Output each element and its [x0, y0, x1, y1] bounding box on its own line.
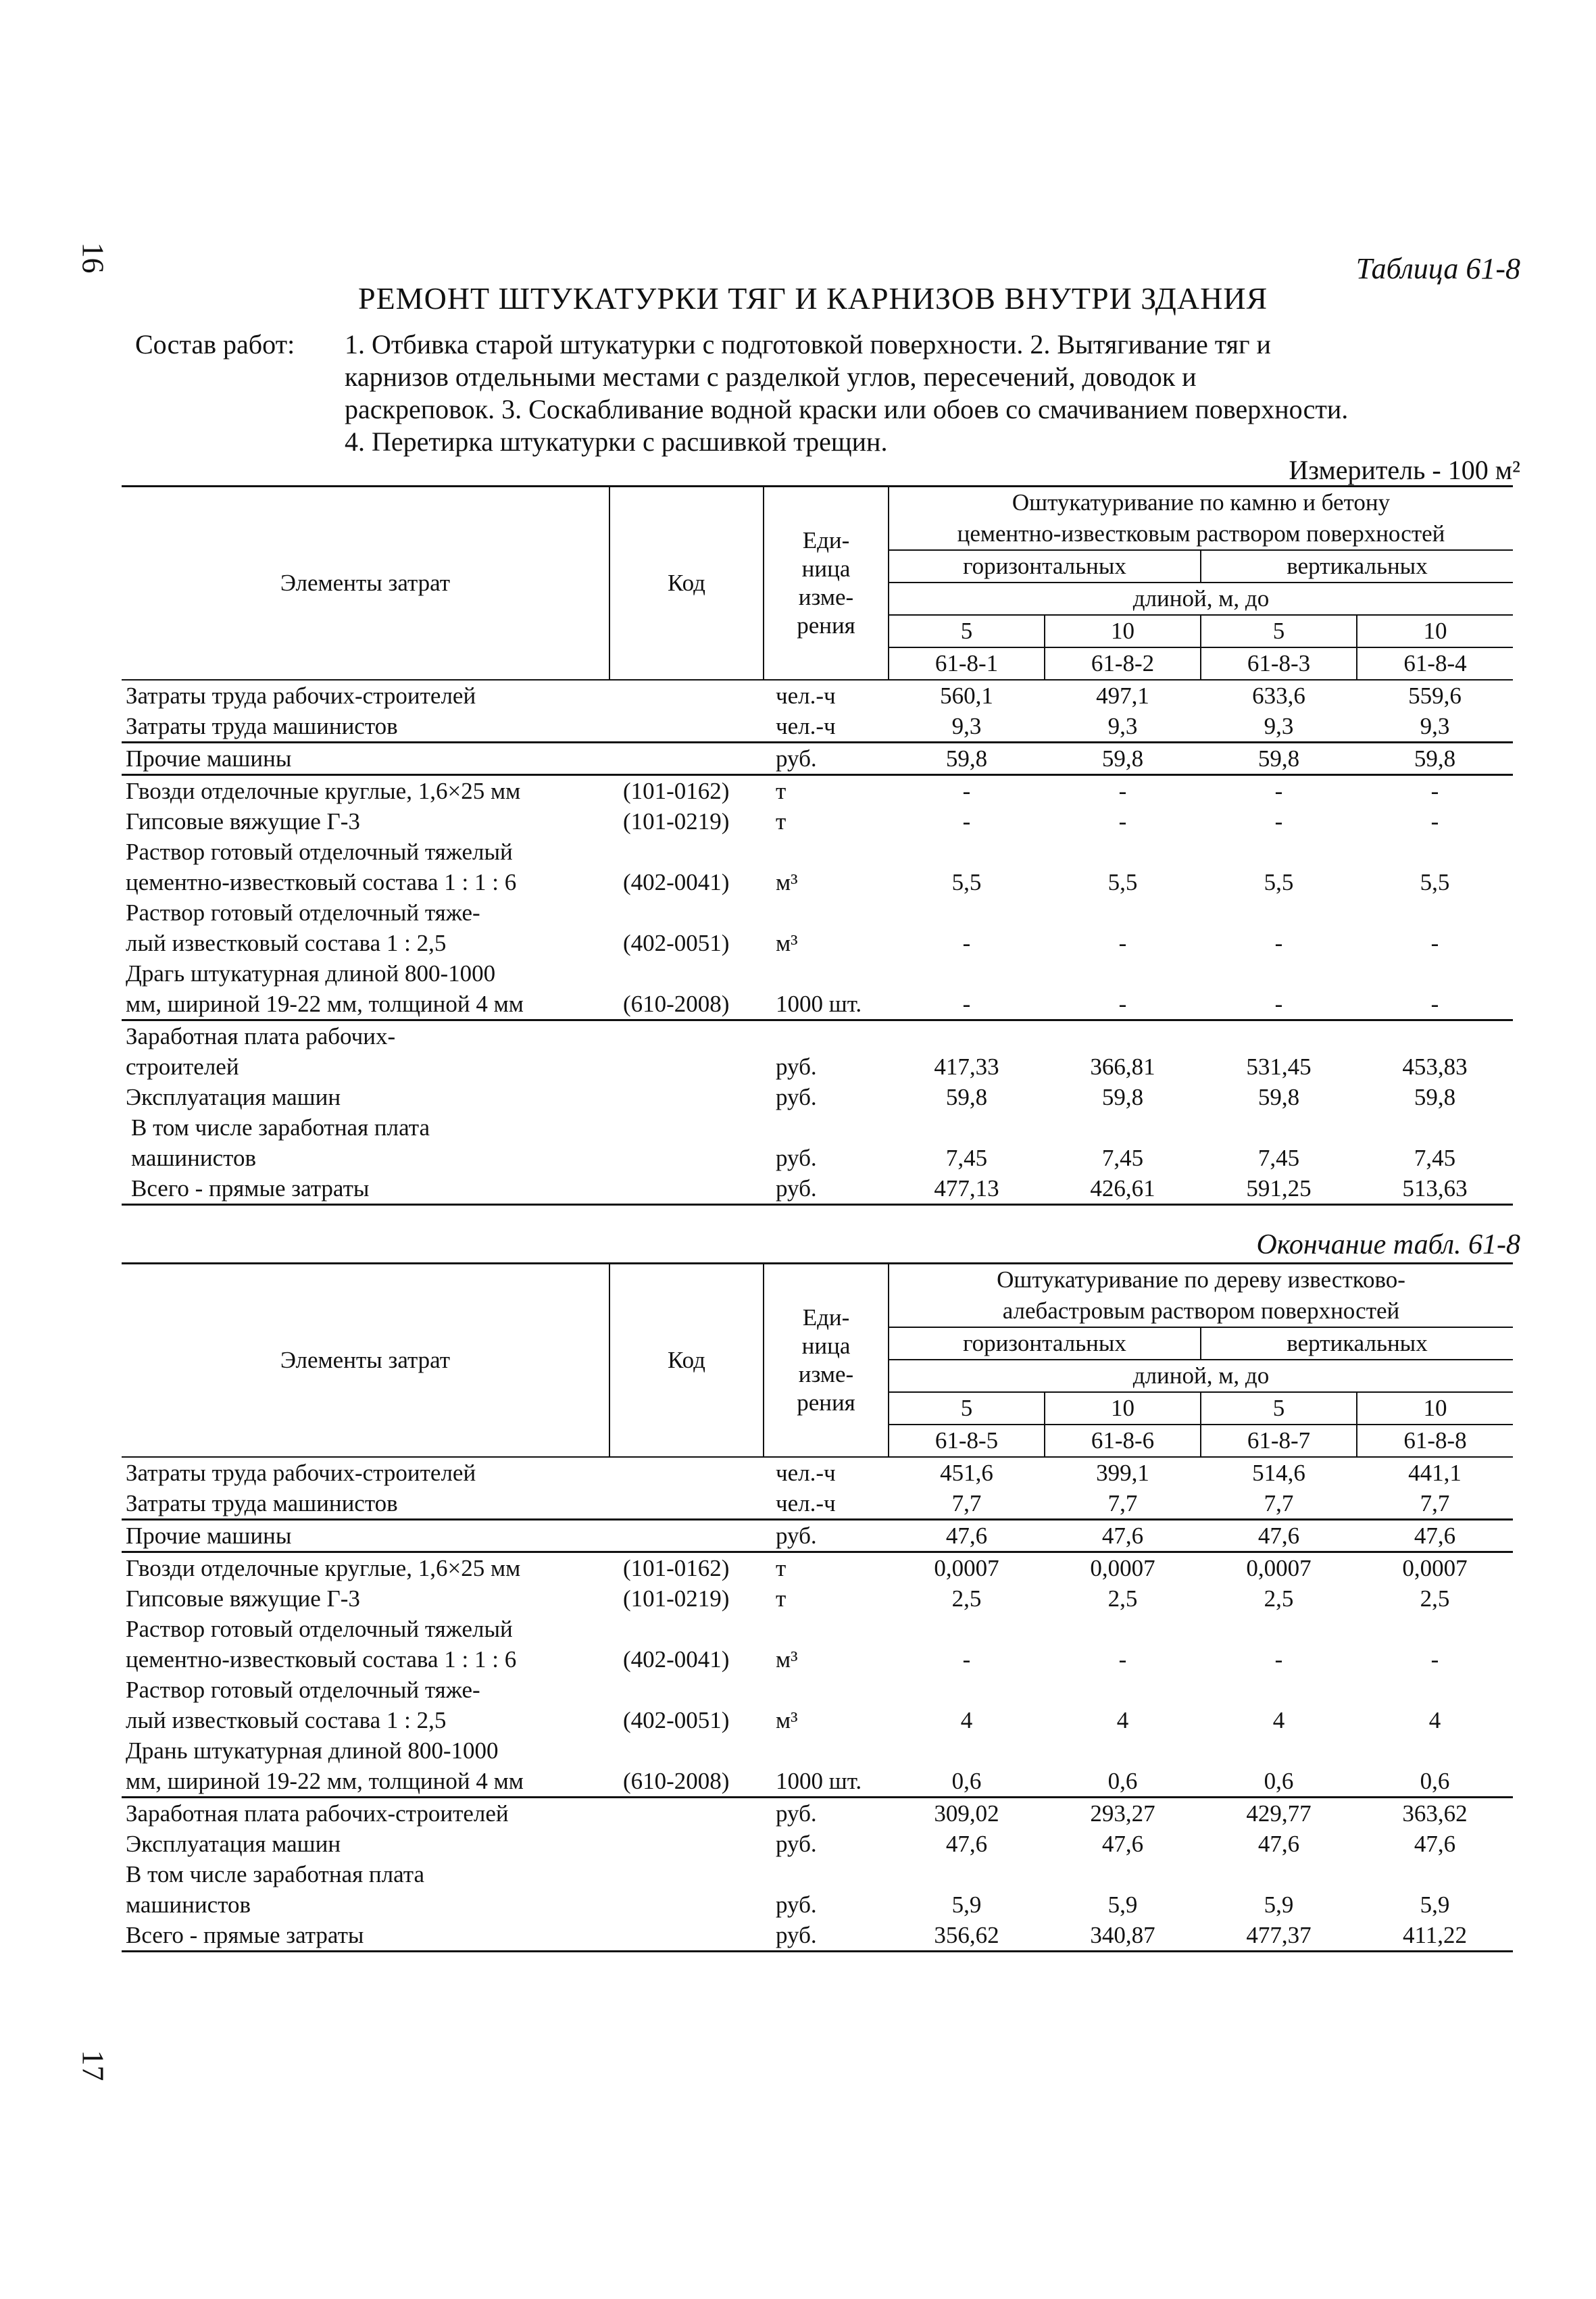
row-unit: м³ [776, 869, 798, 895]
header-group-line2: алебастровым раствором поверхностей [889, 1295, 1513, 1327]
cell-value: - [962, 930, 971, 956]
table-row [122, 743, 1513, 775]
header-horizontal: горизонтальных [889, 1327, 1201, 1360]
cell-value: 5,5 [1264, 869, 1294, 895]
cell-value: 7,45 [945, 1145, 988, 1171]
table-row [122, 1488, 1513, 1520]
cell-value: 451,6 [940, 1460, 993, 1486]
cell-value: 5,9 [1107, 1892, 1138, 1918]
cell-value: 9,3 [1264, 713, 1294, 739]
row-code: (101-0162) [623, 1555, 730, 1581]
row-name: Раствор готовый отделочный тяже- [126, 899, 480, 926]
cell-value: - [962, 778, 971, 804]
table-row [122, 867, 1513, 897]
cell-value: 441,1 [1408, 1460, 1462, 1486]
header-vertical: вертикальных [1201, 550, 1513, 583]
row-unit: чел.-ч [776, 1460, 836, 1486]
table-row [122, 1052, 1513, 1082]
cost-table-1 [122, 485, 1513, 1206]
row-unit: руб. [776, 1084, 817, 1110]
table-row [122, 1082, 1513, 1112]
header-group-line1: Оштукатуривание по дереву известково- [889, 1264, 1513, 1296]
cell-value: 309,02 [934, 1800, 999, 1827]
cell-value: - [962, 1646, 971, 1673]
cell-value: 59,8 [945, 1084, 988, 1110]
row-name: лый известковый состава 1 : 2,5 [126, 1707, 447, 1733]
cell-value: - [889, 989, 1045, 1020]
table-row [122, 711, 1513, 743]
cell-value: 560,1 [940, 683, 993, 709]
cell-value: 7,7 [1107, 1490, 1138, 1516]
cell-value: 0,6 [1201, 1766, 1357, 1798]
cell-value: 2,5 [1420, 1585, 1450, 1612]
cell-value: - [1045, 989, 1201, 1020]
row-name: мм, шириной 19-22 мм, толщиной 4 мм [122, 1766, 609, 1798]
row-name: цементно-известковый состава 1 : 1 : 6 [126, 869, 517, 895]
cell-value: 2,5 [951, 1585, 982, 1612]
cell-value: 47,6 [1045, 1520, 1201, 1552]
cell-value: - [1118, 808, 1127, 835]
table-row [122, 1583, 1513, 1614]
cell-value: 0,0007 [934, 1555, 999, 1581]
row-unit: 1000 шт. [764, 989, 889, 1020]
row-name: Раствор готовый отделочный тяже- [126, 1677, 480, 1703]
header-unit-line: изме- [798, 1361, 854, 1387]
row-code: (610-2008) [609, 989, 764, 1020]
row-unit: руб. [776, 1145, 817, 1171]
cell-value: 363,62 [1402, 1800, 1468, 1827]
row-name: Гипсовые вяжущие Г-3 [126, 808, 360, 835]
table-row [122, 1798, 1513, 1829]
cell-value: 633,6 [1252, 683, 1305, 709]
header-length-value: 5 [1201, 615, 1357, 647]
row-code: (402-0051) [623, 930, 730, 956]
header-rate-code: 61-8-2 [1045, 647, 1201, 680]
page-number-right: 17 [76, 2050, 111, 2081]
row-unit: 1000 шт. [764, 1766, 889, 1798]
header-rate-code: 61-8-5 [889, 1425, 1045, 1457]
cost-table-2 [122, 1262, 1513, 1952]
header-rate-code: 61-8-6 [1045, 1425, 1201, 1457]
cell-value: 59,8 [1045, 743, 1201, 775]
cell-value: 4 [1428, 1707, 1441, 1733]
row-name: мм, шириной 19-22 мм, толщиной 4 мм [122, 989, 609, 1020]
row-unit: т [776, 1555, 787, 1581]
work-line: 1. Отбивка старой штукатурки с подготовкой поверхности. 2. Вытягивание тяг и [345, 329, 1271, 360]
cell-value: 340,87 [1045, 1920, 1201, 1952]
page-title: РЕМОНТ ШТУКАТУРКИ ТЯГ И КАРНИЗОВ ВНУТРИ ЗДАНИЯ [358, 281, 1268, 316]
table-label: Таблица 61-8 [1355, 252, 1520, 285]
table-row [122, 1920, 1513, 1952]
work-line: карнизов отдельными местами с разделкой углов, пересечений, доводок и [345, 362, 1197, 392]
header-length-value: 10 [1045, 615, 1201, 647]
work-line: 4. Перетирка штукатурки с расшивкой трещин. [345, 426, 888, 457]
row-name: Затраты труда рабочих-строителей [126, 1460, 476, 1486]
measure-unit: Измеритель - 100 м² [1289, 455, 1520, 485]
row-name: Гвозди отделочные круглые, 1,6×25 мм [126, 1555, 521, 1581]
cell-value: 399,1 [1096, 1460, 1149, 1486]
table-row [122, 1829, 1513, 1859]
cell-value: 5,5 [1107, 869, 1138, 895]
table-row [122, 806, 1513, 837]
row-unit: м³ [776, 1707, 798, 1733]
header-length: длиной, м, до [889, 1360, 1513, 1392]
table-row [122, 1735, 1513, 1766]
cell-value: 47,6 [1357, 1520, 1513, 1552]
cell-value: 513,63 [1357, 1173, 1513, 1205]
table-row [122, 1020, 1513, 1052]
row-name: В том числе заработная плата [126, 1861, 425, 1887]
row-name: Затраты труда машинистов [126, 713, 398, 739]
page-number-left: 16 [76, 242, 111, 274]
header-unit-line: ница [801, 555, 851, 582]
row-name: Всего - прямые затраты [122, 1920, 609, 1952]
table-row [122, 928, 1513, 958]
row-unit: чел.-ч [776, 1490, 836, 1516]
table-row [122, 1112, 1513, 1143]
table-row [122, 1644, 1513, 1675]
cell-value: 5,9 [1420, 1892, 1450, 1918]
cell-value: 47,6 [1101, 1831, 1144, 1857]
cell-value: 4 [960, 1707, 973, 1733]
row-unit: руб. [776, 1054, 817, 1080]
cell-value: 7,7 [951, 1490, 982, 1516]
row-code: (610-2008) [609, 1766, 764, 1798]
cell-value: 7,45 [1101, 1145, 1144, 1171]
row-name: Гипсовые вяжущие Г-3 [126, 1585, 360, 1612]
cell-value: 0,6 [1045, 1766, 1201, 1798]
header-length: длиной, м, до [889, 583, 1513, 615]
cell-value: 47,6 [889, 1520, 1045, 1552]
row-name: Прочие машины [122, 743, 609, 775]
row-name: Эксплуатация машин [126, 1084, 341, 1110]
cell-value: 7,45 [1257, 1145, 1300, 1171]
cell-value: 4 [1272, 1707, 1285, 1733]
cell-value: 59,8 [1257, 1084, 1300, 1110]
header-length-value: 10 [1357, 1392, 1513, 1425]
cell-value: 5,9 [1264, 1892, 1294, 1918]
table-row [122, 897, 1513, 928]
header-length-value: 10 [1045, 1392, 1201, 1425]
row-name: Прочие машины [122, 1520, 609, 1552]
header-unit [764, 487, 889, 681]
cell-value: - [1274, 1646, 1283, 1673]
header-length-value: 5 [1201, 1392, 1357, 1425]
cell-value: 59,8 [1201, 743, 1357, 775]
cell-value: 0,0007 [1090, 1555, 1155, 1581]
row-name: Дрань штукатурная длиной 800-1000 [126, 1737, 499, 1764]
header-unit-line: изме- [798, 584, 854, 610]
cell-value: 9,3 [1420, 713, 1450, 739]
cell-value: 59,8 [889, 743, 1045, 775]
row-unit: руб. [764, 1173, 889, 1205]
row-name: Заработная плата рабочих- [126, 1023, 396, 1049]
row-name: строителей [126, 1054, 239, 1080]
table-row [122, 958, 1513, 989]
row-unit: чел.-ч [776, 713, 836, 739]
cell-value: - [1357, 989, 1513, 1020]
row-name: цементно-известковый состава 1 : 1 : 6 [126, 1646, 517, 1673]
cell-value: 2,5 [1107, 1585, 1138, 1612]
row-unit: руб. [776, 1892, 817, 1918]
cell-value: 453,83 [1402, 1054, 1468, 1080]
row-name: В том числе заработная плата [131, 1114, 430, 1141]
row-name: Затраты труда машинистов [126, 1490, 398, 1516]
table-2-body [122, 1458, 1513, 1952]
row-name: лый известковый состава 1 : 2,5 [126, 930, 447, 956]
table-row [122, 1458, 1513, 1488]
cell-value: - [1430, 930, 1439, 956]
row-code: (402-0041) [623, 869, 730, 895]
row-name: Драгь штукатурная длиной 800-1000 [126, 960, 496, 987]
cell-value: - [1430, 1646, 1439, 1673]
cell-value: 4 [1116, 1707, 1129, 1733]
table-row [122, 1766, 1513, 1798]
header-elements: Элементы затрат [122, 487, 609, 681]
continuation-label: Окончание табл. 61-8 [1256, 1229, 1520, 1260]
cell-value: 7,7 [1264, 1490, 1294, 1516]
cell-value: 59,8 [1101, 1084, 1144, 1110]
cell-value: 0,6 [889, 1766, 1045, 1798]
row-unit: руб. [776, 1831, 817, 1857]
cell-value: 5,5 [1420, 869, 1450, 895]
cell-value: 47,6 [1414, 1831, 1456, 1857]
cell-value: 477,13 [889, 1173, 1045, 1205]
table-row [122, 1675, 1513, 1705]
row-name: Всего - прямые затраты [122, 1173, 609, 1205]
cell-value: 59,8 [1414, 1084, 1456, 1110]
cell-value: 47,6 [945, 1831, 988, 1857]
header-length-value: 5 [889, 1392, 1045, 1425]
header-unit-line: рения [797, 1389, 855, 1416]
cell-value: 5,5 [951, 869, 982, 895]
table-row [122, 837, 1513, 867]
table-row [122, 681, 1513, 711]
cell-value: - [1274, 930, 1283, 956]
header-unit [764, 1264, 889, 1458]
table-row [122, 775, 1513, 807]
row-name: Гвозди отделочные круглые, 1,6×25 мм [126, 778, 521, 804]
row-code: (101-0219) [623, 808, 730, 835]
cell-value: - [1274, 778, 1283, 804]
cell-value: 514,6 [1252, 1460, 1305, 1486]
row-unit: м³ [776, 1646, 798, 1673]
row-name: Заработная плата рабочих-строителей [126, 1800, 509, 1827]
cell-value: 0,6 [1357, 1766, 1513, 1798]
header-unit-line: рения [797, 612, 855, 639]
cell-value: 477,37 [1201, 1920, 1357, 1952]
row-unit: чел.-ч [776, 683, 836, 709]
header-unit-line: Еди- [802, 1304, 850, 1331]
header-rate-code: 61-8-4 [1357, 647, 1513, 680]
table-row [122, 1889, 1513, 1920]
table-1-body [122, 681, 1513, 1206]
header-horizontal: горизонтальных [889, 550, 1201, 583]
cell-value: - [1118, 778, 1127, 804]
cell-value: 47,6 [1201, 1520, 1357, 1552]
row-name: Эксплуатация машин [126, 1831, 341, 1857]
table-row [122, 989, 1513, 1020]
table-2-header [122, 1262, 1513, 1458]
row-name: Раствор готовый отделочный тяжелый [126, 839, 513, 865]
header-rate-code: 61-8-3 [1201, 647, 1357, 680]
header-unit-line: Еди- [802, 527, 850, 553]
cell-value: 47,6 [1257, 1831, 1300, 1857]
table-row [122, 1705, 1513, 1735]
row-unit: руб. [764, 1520, 889, 1552]
work-composition-label: Состав работ: [135, 329, 295, 360]
cell-value: 5,9 [951, 1892, 982, 1918]
table-row [122, 1552, 1513, 1584]
row-name: Раствор готовый отделочный тяжелый [126, 1616, 513, 1642]
header-elements: Элементы затрат [122, 1264, 609, 1458]
row-unit: руб. [776, 1800, 817, 1827]
header-unit-line: ница [801, 1333, 851, 1359]
cell-value: - [1118, 1646, 1127, 1673]
row-unit: т [776, 1585, 787, 1612]
header-rate-code: 61-8-1 [889, 647, 1045, 680]
table-row [122, 1520, 1513, 1552]
row-code: (101-0162) [623, 778, 730, 804]
cell-value: 531,45 [1246, 1054, 1312, 1080]
row-name: Затраты труда рабочих-строителей [126, 683, 476, 709]
cell-value: 7,45 [1414, 1145, 1456, 1171]
header-code: Код [609, 1264, 764, 1458]
cell-value: 429,77 [1246, 1800, 1312, 1827]
cell-value: 9,3 [1107, 713, 1138, 739]
row-unit: руб. [764, 1920, 889, 1952]
cell-value: 9,3 [951, 713, 982, 739]
cell-value: 591,25 [1201, 1173, 1357, 1205]
row-unit: т [776, 778, 787, 804]
cell-value: - [1201, 989, 1357, 1020]
header-group-line2: цементно-известковым раствором поверхностей [889, 518, 1513, 550]
cell-value: 2,5 [1264, 1585, 1294, 1612]
cell-value: - [962, 808, 971, 835]
cell-value: - [1274, 808, 1283, 835]
header-rate-code: 61-8-7 [1201, 1425, 1357, 1457]
table-row [122, 1614, 1513, 1644]
cell-value: - [1430, 778, 1439, 804]
row-name: машинистов [126, 1892, 251, 1918]
cell-value: 0,0007 [1402, 1555, 1468, 1581]
header-vertical: вертикальных [1201, 1327, 1513, 1360]
header-length-value: 10 [1357, 615, 1513, 647]
row-unit: м³ [776, 930, 798, 956]
work-line: раскреповок. 3. Соскабливание водной краски или обоев со смачиванием поверхности. [345, 394, 1349, 424]
cell-value: 293,27 [1090, 1800, 1155, 1827]
table-row [122, 1143, 1513, 1173]
cell-value: - [1430, 808, 1439, 835]
work-composition-text [345, 328, 1520, 458]
header-rate-code: 61-8-8 [1357, 1425, 1513, 1457]
header-code: Код [609, 487, 764, 681]
cell-value: 411,22 [1357, 1920, 1513, 1952]
row-name: машинистов [131, 1145, 256, 1171]
cell-value: 7,7 [1420, 1490, 1450, 1516]
cell-value: 59,8 [1357, 743, 1513, 775]
cell-value: 426,61 [1045, 1173, 1201, 1205]
row-code: (101-0219) [623, 1585, 730, 1612]
cell-value: 366,81 [1090, 1054, 1155, 1080]
table-row [122, 1173, 1513, 1205]
row-unit: руб. [764, 743, 889, 775]
cell-value: 497,1 [1096, 683, 1149, 709]
cell-value: 0,0007 [1246, 1555, 1312, 1581]
cell-value: 559,6 [1408, 683, 1462, 709]
table-1-header [122, 485, 1513, 681]
row-code: (402-0051) [623, 1707, 730, 1733]
cell-value: 417,33 [934, 1054, 999, 1080]
header-group-line1: Оштукатуривание по камню и бетону [889, 487, 1513, 519]
row-unit: т [776, 808, 787, 835]
row-code: (402-0041) [623, 1646, 730, 1673]
table-row [122, 1859, 1513, 1889]
cell-value: - [1118, 930, 1127, 956]
cell-value: 356,62 [889, 1920, 1045, 1952]
header-length-value: 5 [889, 615, 1045, 647]
